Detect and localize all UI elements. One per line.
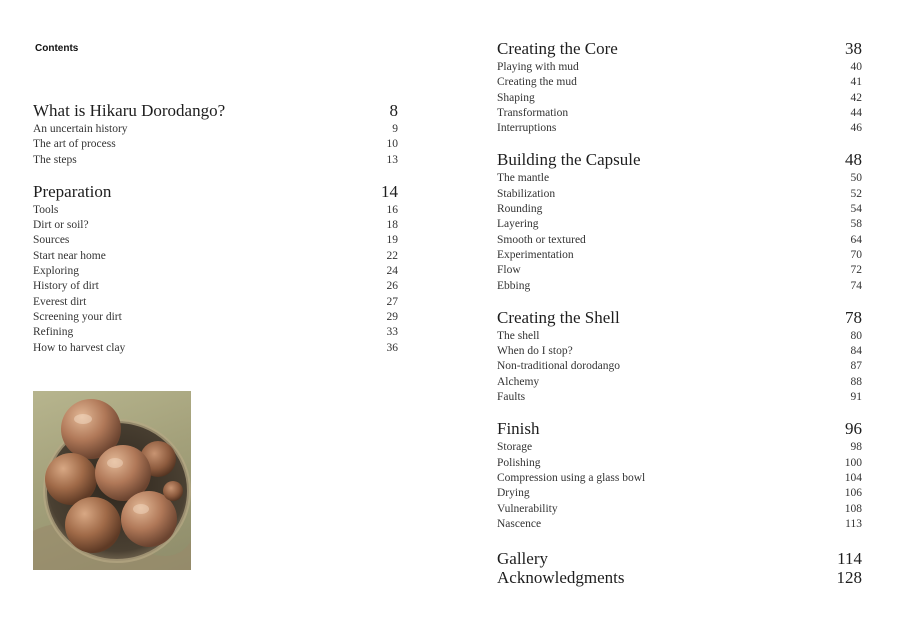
toc-item[interactable] <box>497 390 862 405</box>
item-label: Ebbing <box>497 279 531 292</box>
item-page: 46 <box>850 122 862 135</box>
item-page: 19 <box>386 234 398 247</box>
item-page: 87 <box>850 360 862 373</box>
toc-item[interactable] <box>33 122 398 137</box>
toc-item[interactable] <box>497 121 862 136</box>
item-page: 27 <box>386 295 398 308</box>
section-page: 96 <box>845 419 862 439</box>
section-title: Creating the Core <box>497 39 618 58</box>
dorodango-photo <box>33 391 191 570</box>
item-page: 29 <box>386 310 398 323</box>
item-page: 40 <box>850 61 862 73</box>
item-page: 54 <box>850 203 862 216</box>
item-label: History of dirt <box>33 280 99 293</box>
item-page: 104 <box>844 471 862 484</box>
item-page: 88 <box>850 375 862 388</box>
item-page: 58 <box>850 218 862 231</box>
item-label: Start near home <box>33 249 106 262</box>
toc-item[interactable] <box>33 325 398 340</box>
section-title: Gallery <box>497 549 548 569</box>
item-label: Layering <box>497 218 539 231</box>
item-page: 18 <box>386 219 398 232</box>
item-page: 10 <box>386 138 398 151</box>
item-label: Rounding <box>497 203 543 216</box>
item-page: 16 <box>386 203 398 216</box>
item-label: Stabilization <box>497 187 556 200</box>
item-label: Transformation <box>497 106 569 119</box>
section-title: Acknowledgments <box>497 568 625 588</box>
toc-item[interactable] <box>497 440 862 455</box>
item-page: 24 <box>386 265 398 278</box>
item-label: Non-traditional dorodango <box>497 360 620 373</box>
item-label: Playing with mud <box>497 61 579 73</box>
item-label: Vulnerability <box>497 502 558 515</box>
item-label: Smooth or textured <box>497 233 586 246</box>
section-page: 8 <box>389 101 398 120</box>
item-label: The steps <box>33 153 77 166</box>
toc-item[interactable] <box>33 264 398 279</box>
section-page: 48 <box>845 150 862 170</box>
section-title: Creating the Shell <box>497 307 620 327</box>
toc-items <box>497 329 862 405</box>
toc-items <box>33 122 398 168</box>
item-label: Refining <box>33 326 74 339</box>
toc-item[interactable] <box>497 279 862 294</box>
toc-item[interactable] <box>33 310 398 325</box>
item-page: 9 <box>392 123 398 135</box>
item-label: Dirt or soil? <box>33 219 89 232</box>
item-page: 33 <box>386 326 398 339</box>
toc-item[interactable] <box>33 233 398 248</box>
toc-item[interactable] <box>33 218 398 233</box>
toc-item[interactable] <box>497 456 862 471</box>
toc-right-column <box>497 38 862 586</box>
toc-item[interactable] <box>497 60 862 75</box>
item-page: 22 <box>386 249 398 262</box>
toc-section-heading[interactable] <box>497 418 862 440</box>
toc-section <box>33 181 398 356</box>
item-label: Sources <box>33 234 70 247</box>
toc-section <box>497 307 862 405</box>
toc-items <box>497 171 862 293</box>
item-label: Screening your dirt <box>33 310 122 323</box>
toc-item[interactable] <box>497 233 862 248</box>
item-page: 106 <box>844 487 862 500</box>
item-label: Alchemy <box>497 375 540 388</box>
item-label: Everest dirt <box>33 295 87 308</box>
item-label: Nascence <box>497 517 542 530</box>
toc-item[interactable] <box>497 91 862 106</box>
toc-item[interactable] <box>33 341 398 356</box>
toc-item[interactable] <box>497 375 862 390</box>
toc-item[interactable] <box>497 171 862 186</box>
toc-section-heading[interactable] <box>497 307 862 329</box>
item-page: 70 <box>850 248 862 261</box>
section-title: What is Hikaru Dorodango? <box>33 101 226 120</box>
toc-item[interactable] <box>497 502 862 517</box>
item-label: How to harvest clay <box>33 341 126 354</box>
toc-item[interactable] <box>497 263 862 278</box>
toc-item[interactable] <box>33 153 398 168</box>
item-label: Creating the mud <box>497 76 577 89</box>
item-page: 41 <box>850 76 862 89</box>
item-label: Flow <box>497 264 521 277</box>
toc-item[interactable] <box>497 202 862 217</box>
toc-gallery-entry[interactable] <box>497 548 862 570</box>
toc-item[interactable] <box>33 295 398 310</box>
section-page: 38 <box>845 39 862 58</box>
toc-items <box>33 203 398 356</box>
item-page: 108 <box>844 502 862 515</box>
toc-left-column <box>33 100 398 356</box>
toc-item[interactable] <box>33 249 398 264</box>
item-page: 80 <box>850 329 862 342</box>
item-label: Polishing <box>497 456 541 469</box>
item-label: Tools <box>33 203 59 216</box>
item-page: 26 <box>386 280 398 293</box>
toc-item[interactable] <box>33 279 398 294</box>
toc-item[interactable] <box>497 359 862 374</box>
item-page: 113 <box>845 517 862 530</box>
section-page: 14 <box>381 181 398 201</box>
section-title: Finish <box>497 419 540 439</box>
section-page: 78 <box>845 307 862 327</box>
item-label: Shaping <box>497 91 535 104</box>
item-label: Faults <box>497 391 526 404</box>
toc-section <box>497 38 862 136</box>
item-page: 98 <box>850 441 862 454</box>
toc-section-heading[interactable] <box>33 181 398 203</box>
section-page: 128 <box>836 568 862 588</box>
toc-item[interactable] <box>497 217 862 232</box>
toc-item[interactable] <box>497 248 862 263</box>
toc-section <box>33 100 398 168</box>
toc-section <box>497 418 862 532</box>
item-page: 36 <box>386 341 398 354</box>
item-label: Compression using a glass bowl <box>497 471 646 484</box>
item-page: 74 <box>850 279 862 292</box>
item-label: Exploring <box>33 265 79 278</box>
section-title: Building the Capsule <box>497 150 641 170</box>
item-label: An uncertain history <box>33 123 128 135</box>
toc-section <box>497 149 862 293</box>
item-label: Drying <box>497 487 530 500</box>
toc-item[interactable] <box>497 471 862 486</box>
toc-item[interactable] <box>497 75 862 90</box>
toc-item[interactable] <box>33 137 398 152</box>
toc-item[interactable] <box>497 344 862 359</box>
section-title: Preparation <box>33 181 112 201</box>
toc-section-heading[interactable] <box>33 100 398 122</box>
item-page: 52 <box>850 187 862 200</box>
toc-items <box>497 440 862 532</box>
toc-item[interactable] <box>497 486 862 501</box>
item-page: 100 <box>844 456 862 469</box>
item-label: When do I stop? <box>497 345 573 358</box>
section-page: 114 <box>837 549 862 569</box>
toc-item[interactable] <box>497 329 862 344</box>
item-label: The mantle <box>497 172 550 185</box>
toc-section-heading[interactable] <box>497 149 862 171</box>
toc-item[interactable] <box>33 203 398 218</box>
item-label: Storage <box>497 441 533 454</box>
item-page: 42 <box>850 91 862 104</box>
item-page: 64 <box>850 233 862 246</box>
item-page: 91 <box>850 391 862 404</box>
item-page: 13 <box>386 153 398 166</box>
dorodango-bowl-icon <box>33 391 191 570</box>
item-page: 44 <box>850 106 862 119</box>
toc-items <box>497 60 862 136</box>
item-label: The shell <box>497 329 540 342</box>
toc-item[interactable] <box>497 106 862 121</box>
toc-acknowledgments-entry[interactable] <box>497 570 862 586</box>
item-page: 84 <box>850 345 862 358</box>
toc-section-heading[interactable] <box>497 38 862 60</box>
item-page: 50 <box>850 172 862 185</box>
item-label: Experimentation <box>497 248 574 261</box>
toc-item[interactable] <box>497 187 862 202</box>
item-page: 72 <box>850 264 862 277</box>
toc-item[interactable] <box>497 517 862 532</box>
item-label: The art of process <box>33 138 116 151</box>
page-label: Contents <box>35 43 79 54</box>
item-label: Interruptions <box>497 122 557 135</box>
